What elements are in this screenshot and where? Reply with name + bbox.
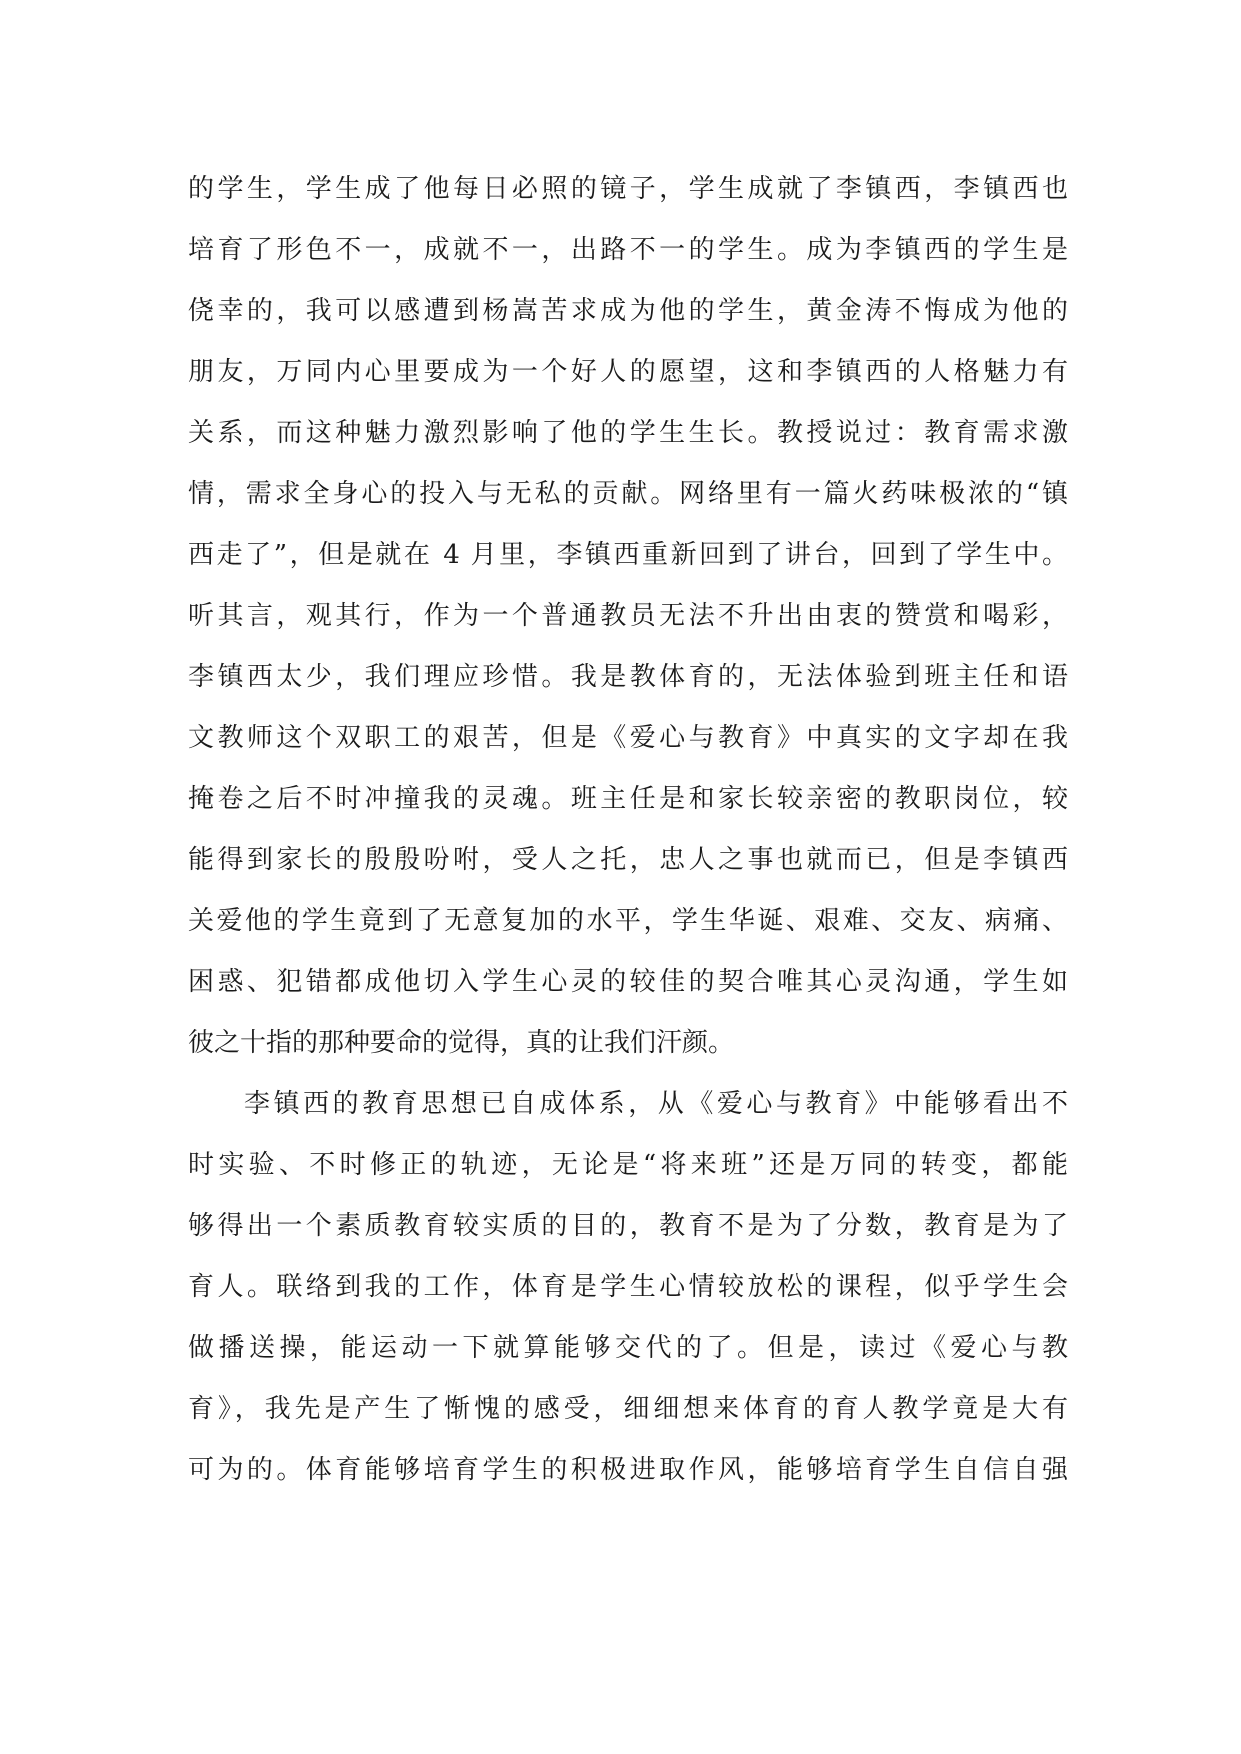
text-line: 西走了”，但是就在 4 月里，李镇西重新回到了讲台，回到了学生中。 xyxy=(188,540,1068,570)
text-line: 朋友，万同内心里要成为一个好人的愿望，这和李镇西的人格魅力有 xyxy=(188,357,1068,387)
text-line: 文教师这个双职工的艰苦，但是《爱心与教育》中真实的文字却在我 xyxy=(188,723,1068,753)
text-line: 侥幸的，我可以感遭到杨嵩苦求成为他的学生，黄金涛不悔成为他的 xyxy=(188,296,1068,326)
text-line: 能得到家长的殷殷吩咐，受人之托，忠人之事也就而已，但是李镇西 xyxy=(188,845,1068,875)
text-line: 困惑、犯错都成他切入学生心灵的较佳的契合唯其心灵沟通，学生如 xyxy=(188,967,1068,997)
text-line: 时实验、不时修正的轨迹，无论是“将来班”还是万同的转变，都能 xyxy=(188,1150,1068,1180)
text-line: 的学生，学生成了他每日必照的镜子，学生成就了李镇西，李镇西也 xyxy=(188,174,1068,204)
text-line: 掩卷之后不时冲撞我的灵魂。班主任是和家长较亲密的教职岗位，较 xyxy=(188,784,1068,814)
body-text xyxy=(188,159,1068,1501)
text-line: 育》，我先是产生了惭愧的感受，细细想来体育的育人教学竟是大有 xyxy=(188,1394,1068,1424)
text-line: 听其言，观其行，作为一个普通教员无法不升出由衷的赞赏和喝彩， xyxy=(188,601,1068,631)
text-line: 情，需求全身心的投入与无私的贡献。网络里有一篇火药味极浓的“镇 xyxy=(188,479,1068,509)
text-line: 关爱他的学生竟到了无意复加的水平，学生华诞、艰难、交友、病痛、 xyxy=(188,906,1068,936)
text-line: 够得出一个素质教育较实质的目的，教育不是为了分数，教育是为了 xyxy=(188,1211,1068,1241)
paragraph-end-line: 彼之十指的那种要命的觉得，真的让我们汗颜。 xyxy=(188,1028,735,1058)
text-line: 李镇西太少，我们理应珍惜。我是教体育的，无法体验到班主任和语 xyxy=(188,662,1068,692)
paragraph-start-line: 李镇西的教育思想已自成体系，从《爱心与教育》中能够看出不 xyxy=(244,1089,1068,1119)
text-line: 做播送操，能运动一下就算能够交代的了。但是，读过《爱心与教 xyxy=(188,1333,1068,1363)
text-line: 可为的。体育能够培育学生的积极进取作风，能够培育学生自信自强 xyxy=(188,1455,1068,1485)
text-line: 培育了形色不一，成就不一，出路不一的学生。成为李镇西的学生是 xyxy=(188,235,1068,265)
text-line: 关系，而这种魅力激烈影响了他的学生生长。教授说过：教育需求激 xyxy=(188,418,1068,448)
text-line: 育人。联络到我的工作，体育是学生心情较放松的课程，似乎学生会 xyxy=(188,1272,1068,1302)
